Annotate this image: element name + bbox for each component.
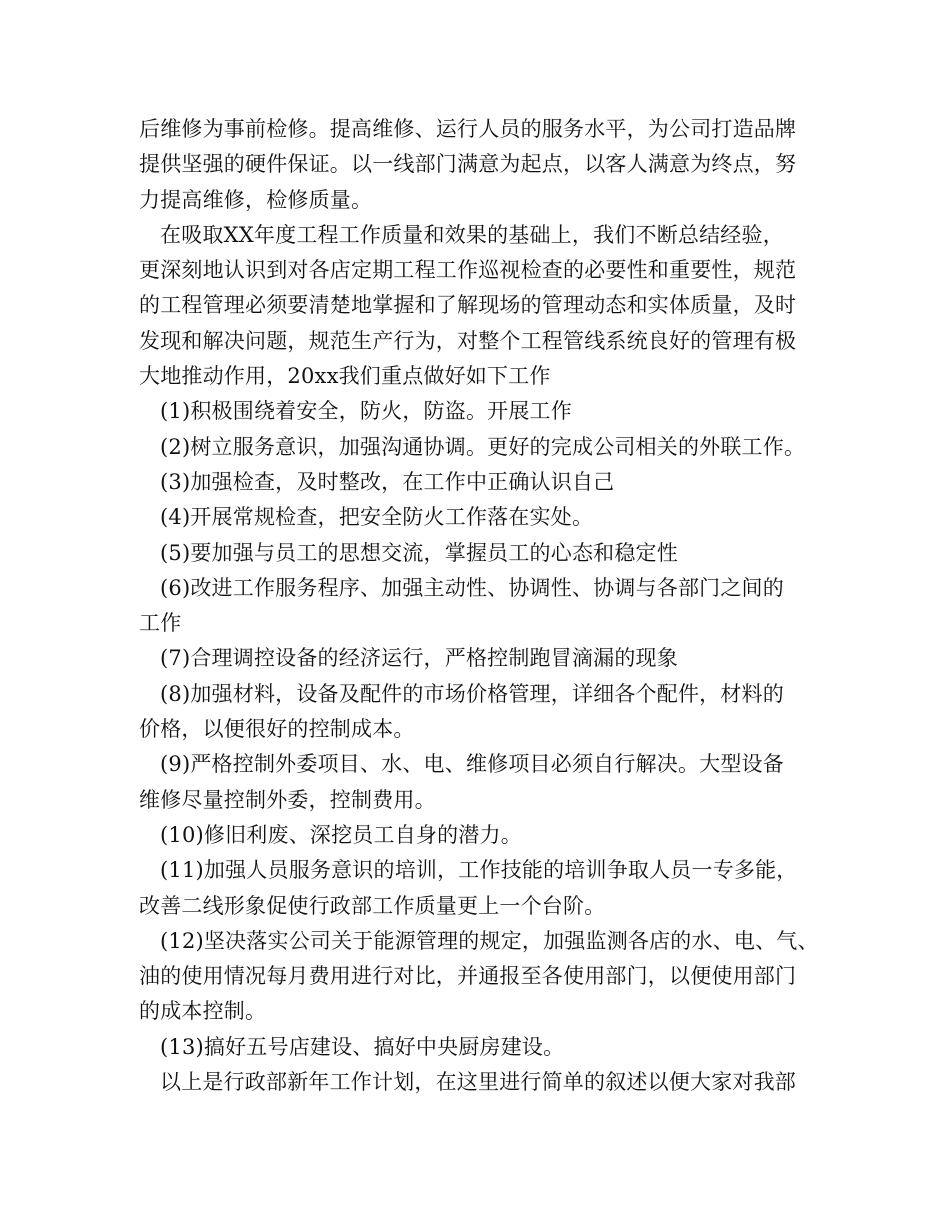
text-line: 后维修为事前检修。提高维修、运行人员的服务水平，为公司打造品牌 bbox=[139, 117, 797, 141]
text-line: (11)加强人员服务意识的培训，工作技能的培训争取人员一专多能， bbox=[160, 858, 798, 883]
text-line: (10)修旧利废、深挖员工自身的潜力。 bbox=[160, 822, 522, 847]
text-line: (1)积极围绕着安全，防火，防盗。开展工作 bbox=[160, 399, 572, 424]
text-line: (2)树立服务意识，加强沟通协调。更好的完成公司相关的外联工作。 bbox=[160, 434, 806, 459]
text-line: (9)严格控制外委项目、水、电、维修项目必须自行解决。大型设备 bbox=[160, 752, 784, 777]
text-line: 在吸取XX年度工程工作质量和效果的基础上，我们不断总结经验， bbox=[160, 222, 784, 247]
text-line: (12)坚决落实公司关于能源管理的规定，加强监测各店的水、电、气、 bbox=[160, 928, 819, 953]
text-line: (7)合理调控设备的经济运行，严格控制跑冒滴漏的现象 bbox=[160, 646, 678, 671]
text-line: (13)搞好五号店建设、搞好中央厨房建设。 bbox=[160, 1034, 565, 1059]
text-line: 的成本控制。 bbox=[139, 999, 267, 1024]
text-line: (8)加强材料，设备及配件的市场价格管理，详细各个配件，材料的 bbox=[160, 681, 784, 706]
text-line: 力提高维修，检修质量。 bbox=[139, 187, 373, 212]
text-line: (4)开展常规检查，把安全防火工作落在实处。 bbox=[160, 505, 594, 530]
text-line: 价格，以便很好的控制成本。 bbox=[139, 717, 415, 742]
text-line: (5)要加强与员工的思想交流，掌握员工的心态和稳定性 bbox=[160, 540, 678, 565]
text-line: (3)加强检查，及时整改，在工作中正确认识自己 bbox=[160, 469, 615, 494]
text-line: 维修尽量控制外委，控制费用。 bbox=[139, 787, 436, 812]
text-line: 改善二线形象促使行政部工作质量更上一个台阶。 bbox=[139, 893, 606, 918]
text-line: 油的使用情况每月费用进行对比，并通报至各使用部门，以便使用部门 bbox=[139, 964, 797, 989]
text-line: 提供坚强的硬件保证。以一线部门满意为起点，以客人满意为终点，努 bbox=[139, 152, 797, 177]
text-line: 更深刻地认识到对各店定期工程工作巡视检查的必要性和重要性，规范 bbox=[139, 258, 797, 283]
text-line: 以上是行政部新年工作计划，在这里进行简单的叙述以便大家对我部 bbox=[160, 1070, 796, 1095]
text-line: 的工程管理必须要清楚地掌握和了解现场的管理动态和实体质量，及时 bbox=[139, 293, 797, 318]
text-line: 大地推动作用，20xx我们重点做好如下工作 bbox=[139, 364, 551, 389]
text-line: 工作 bbox=[139, 611, 182, 636]
text-line: (6)改进工作服务程序、加强主动性、协调性、协调与各部门之间的 bbox=[160, 575, 784, 600]
text-line: 发现和解决问题，规范生产行为，对整个工程管线系统良好的管理有极 bbox=[139, 328, 797, 353]
document-body bbox=[139, 112, 829, 1100]
